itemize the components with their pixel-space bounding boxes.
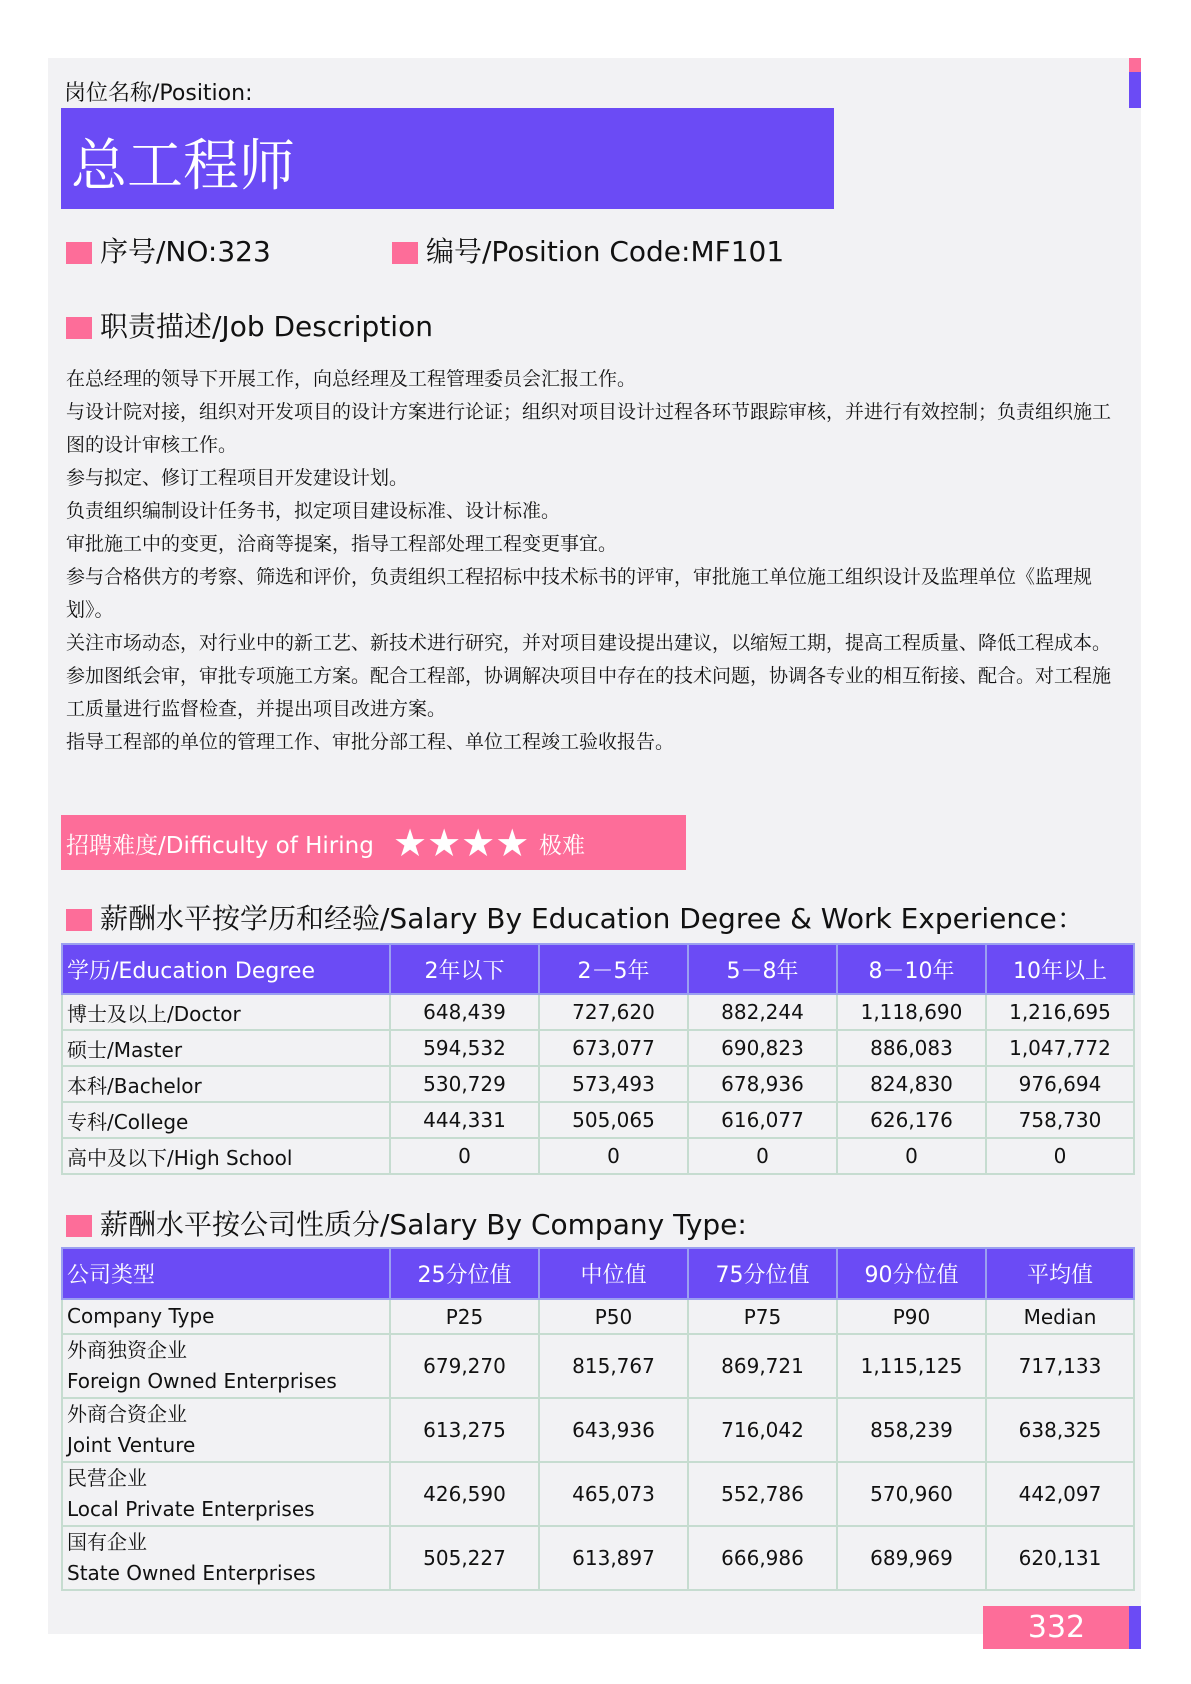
salary-company-heading <box>66 1203 747 1243</box>
table-cell: 1,047,772 <box>986 1030 1134 1066</box>
table-header-row <box>62 1248 1134 1299</box>
table-cell: 0 <box>390 1138 539 1174</box>
table-cell: 0 <box>837 1138 986 1174</box>
table-row <box>62 1462 1134 1526</box>
row-label-en: State Owned Enterprises <box>67 1561 316 1585</box>
table-row <box>62 1102 1134 1138</box>
table-cell: 0 <box>539 1138 688 1174</box>
table-cell: 679,270 <box>390 1334 539 1398</box>
table-cell: 869,721 <box>688 1334 837 1398</box>
table-cell: 465,073 <box>539 1462 688 1526</box>
table-cell: 882,244 <box>688 994 837 1030</box>
row-label <box>62 1526 390 1590</box>
table-cell: 1,115,125 <box>837 1334 986 1398</box>
duty-line: 参加图纸会审，审批专项施工方案。配合工程部，协调解决项目中存在的技术问题，协调各专业的相互衔接、配合。对工程施工质量进行监督检查，并提出项目改进方案。 <box>66 665 1112 720</box>
column-header: 公司类型 <box>62 1248 390 1299</box>
position-code-text: 编号/Position Code:MF101 <box>426 235 785 268</box>
table-cell: 678,936 <box>688 1066 837 1102</box>
row-label-cn: 民营企业 <box>67 1466 147 1490</box>
difficulty-level: 极难 <box>539 833 585 859</box>
table-cell: 643,936 <box>539 1398 688 1462</box>
difficulty-label: 招聘难度/Difficulty of Hiring <box>66 833 374 859</box>
table-cell: 815,767 <box>539 1334 688 1398</box>
subheader-cell: Median <box>986 1299 1134 1334</box>
job-description-body <box>66 363 1128 776</box>
row-label: 博士及以上/Doctor <box>62 994 390 1030</box>
corner-accent-pink <box>1129 58 1141 72</box>
table-header-row <box>62 944 1134 994</box>
subheader-cell: P90 <box>837 1299 986 1334</box>
bullet-square-icon <box>66 242 92 264</box>
column-header: 90分位值 <box>837 1248 986 1299</box>
table-cell: 1,216,695 <box>986 994 1134 1030</box>
table-cell: 444,331 <box>390 1102 539 1138</box>
table-cell: 858,239 <box>837 1398 986 1462</box>
table-cell: 673,077 <box>539 1030 688 1066</box>
table-cell: 689,969 <box>837 1526 986 1590</box>
star-rating-icon: ★★★★ <box>393 821 530 865</box>
column-header: 平均值 <box>986 1248 1134 1299</box>
salary-education-heading <box>66 897 1085 937</box>
subheader-cell: P75 <box>688 1299 837 1334</box>
table-cell: 613,275 <box>390 1398 539 1462</box>
row-label: 本科/Bachelor <box>62 1066 390 1102</box>
corner-accent-purple <box>1129 72 1141 108</box>
table-cell: 886,083 <box>837 1030 986 1066</box>
job-description-heading <box>66 305 433 345</box>
column-header: 25分位值 <box>390 1248 539 1299</box>
row-label-cn: 外商合资企业 <box>67 1402 187 1426</box>
column-header: 5－8年 <box>688 944 837 994</box>
duty-line: 在总经理的领导下开展工作，向总经理及工程管理委员会汇报工作。 <box>66 368 637 390</box>
table-cell: 976,694 <box>986 1066 1134 1102</box>
table-cell: 613,897 <box>539 1526 688 1590</box>
duty-line: 审批施工中的变更，洽商等提案，指导工程部处理工程变更事宜。 <box>66 533 618 555</box>
subheader-cell: P25 <box>390 1299 539 1334</box>
row-label: 高中及以下/High School <box>62 1138 390 1174</box>
page-title: 总工程师 <box>71 134 295 199</box>
salary-company-table <box>61 1247 1135 1591</box>
salary-company-heading-text: 薪酬水平按公司性质分/Salary By Company Type: <box>100 1208 747 1241</box>
table-cell: 594,532 <box>390 1030 539 1066</box>
job-description-heading-text: 职责描述/Job Description <box>100 310 433 343</box>
column-header: 10年以上 <box>986 944 1134 994</box>
table-cell: 824,830 <box>837 1066 986 1102</box>
bullet-square-icon <box>66 1215 92 1237</box>
row-label-cn: 外商独资企业 <box>67 1338 187 1362</box>
duty-line: 参与拟定、修订工程项目开发建设计划。 <box>66 467 409 489</box>
salary-education-heading-text: 薪酬水平按学历和经验/Salary By Education Degree & Work Experience： <box>100 902 1085 935</box>
column-header: 2－5年 <box>539 944 688 994</box>
column-header: 学历/Education Degree <box>62 944 390 994</box>
table-cell: 666,986 <box>688 1526 837 1590</box>
subheader-cell: Company Type <box>62 1299 390 1334</box>
table-cell: 690,823 <box>688 1030 837 1066</box>
row-label: 专科/College <box>62 1102 390 1138</box>
table-cell: 1,118,690 <box>837 994 986 1030</box>
column-header: 中位值 <box>539 1248 688 1299</box>
difficulty-banner <box>61 815 686 870</box>
row-label <box>62 1398 390 1462</box>
table-cell: 442,097 <box>986 1462 1134 1526</box>
table-cell: 716,042 <box>688 1398 837 1462</box>
table-cell: 573,493 <box>539 1066 688 1102</box>
table-row <box>62 1398 1134 1462</box>
row-label <box>62 1334 390 1398</box>
page-number-accent <box>1129 1606 1141 1649</box>
serial-number-text: 序号/NO:323 <box>100 235 271 268</box>
duty-line: 与设计院对接，组织对开发项目的设计方案进行论证；组织对项目设计过程各环节跟踪审核，并进行有效控制；负责组织施工图的设计审核工作。 <box>66 401 1112 456</box>
table-cell: 552,786 <box>688 1462 837 1526</box>
table-row <box>62 1334 1134 1398</box>
table-cell: 626,176 <box>837 1102 986 1138</box>
table-cell: 530,729 <box>390 1066 539 1102</box>
row-label <box>62 1462 390 1526</box>
table-cell: 758,730 <box>986 1102 1134 1138</box>
salary-education-table <box>61 943 1135 1175</box>
column-header: 8－10年 <box>837 944 986 994</box>
table-cell: 616,077 <box>688 1102 837 1138</box>
serial-number <box>66 230 271 270</box>
position-code <box>392 230 784 270</box>
table-cell: 727,620 <box>539 994 688 1030</box>
position-label: 岗位名称/Position: <box>64 81 253 106</box>
table-row <box>62 1138 1134 1174</box>
table-cell: 505,065 <box>539 1102 688 1138</box>
row-label: 硕士/Master <box>62 1030 390 1066</box>
subheader-cell: P50 <box>539 1299 688 1334</box>
bullet-square-icon <box>66 909 92 931</box>
bullet-square-icon <box>392 242 418 264</box>
table-cell: 505,227 <box>390 1526 539 1590</box>
table-cell: 0 <box>986 1138 1134 1174</box>
table-cell: 570,960 <box>837 1462 986 1526</box>
table-cell: 0 <box>688 1138 837 1174</box>
table-cell: 620,131 <box>986 1526 1134 1590</box>
row-label-en: Foreign Owned Enterprises <box>67 1369 337 1393</box>
table-row <box>62 994 1134 1030</box>
duty-line: 关注市场动态，对行业中的新工艺、新技术进行研究，并对项目建设提出建议，以缩短工期，提高工程质量、降低工程成本。 <box>66 632 1112 654</box>
table-subheader-row <box>62 1299 1134 1334</box>
table-row <box>62 1066 1134 1102</box>
table-row <box>62 1030 1134 1066</box>
table-cell: 638,325 <box>986 1398 1134 1462</box>
bullet-square-icon <box>66 317 92 339</box>
duty-line: 参与合格供方的考察、筛选和评价，负责组织工程招标中技术标书的评审，审批施工单位施工组织设计及监理单位《监理规划》。 <box>66 566 1093 621</box>
page-number: 332 <box>983 1606 1130 1649</box>
table-cell: 648,439 <box>390 994 539 1030</box>
table-cell: 717,133 <box>986 1334 1134 1398</box>
row-label-cn: 国有企业 <box>67 1530 147 1554</box>
row-label-en: Joint Venture <box>67 1433 196 1457</box>
duty-line: 负责组织编制设计任务书，拟定项目建设标准、设计标准。 <box>66 500 561 522</box>
column-header: 2年以下 <box>390 944 539 994</box>
column-header: 75分位值 <box>688 1248 837 1299</box>
title-banner <box>61 108 834 209</box>
table-row <box>62 1526 1134 1590</box>
table-cell: 426,590 <box>390 1462 539 1526</box>
duty-line: 指导工程部的单位的管理工作、审批分部工程、单位工程竣工验收报告。 <box>66 731 675 753</box>
row-label-en: Local Private Enterprises <box>67 1497 315 1521</box>
